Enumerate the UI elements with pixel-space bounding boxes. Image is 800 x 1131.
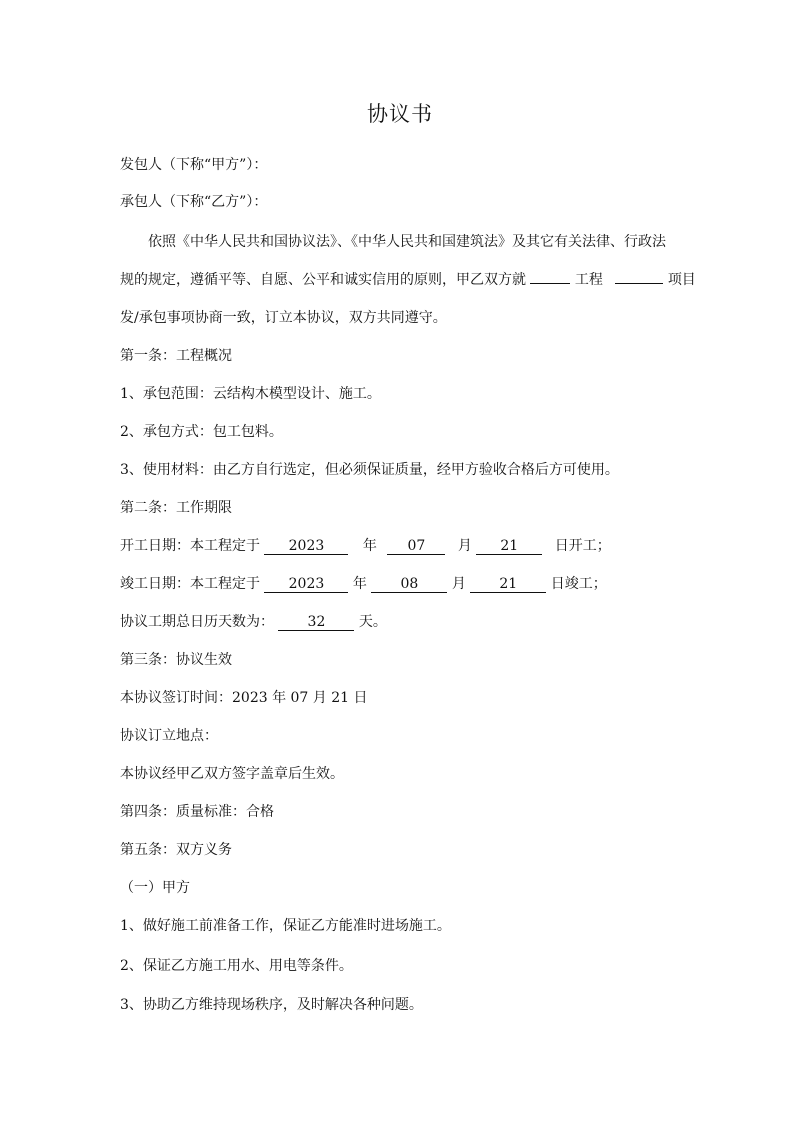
article-1-item-2: 2、承包方式：包工包料。 bbox=[120, 424, 283, 440]
intro-line-1: 依照《中华人民共和国协议法》、《中华人民共和国建筑法》及其它有关法律、行政法 bbox=[148, 234, 666, 250]
article-4-heading: 第四条：质量标准：合格 bbox=[120, 804, 274, 820]
article-1-heading: 第一条：工程概况 bbox=[120, 348, 232, 364]
intro-line-2-text: 规的规定，遵循平等、自愿、公平和诚实信用的原则，甲乙双方就 bbox=[120, 272, 526, 288]
party-a-duty-3: 3、协助乙方维持现场秩序，及时解决各种问题。 bbox=[120, 997, 423, 1013]
end-date-label: 竣工日期：本工程定于 bbox=[120, 576, 260, 592]
start-year-value: 2023 bbox=[264, 538, 348, 555]
start-year-unit: 年 bbox=[362, 538, 377, 554]
project-name-blank bbox=[530, 283, 570, 284]
start-month-unit: 月 bbox=[457, 538, 472, 554]
party-a-duty-1: 1、做好施工前准备工作，保证乙方能准时进场施工。 bbox=[120, 918, 451, 934]
intro-item-word: 项目 bbox=[667, 272, 696, 288]
start-date-label: 开工日期：本工程定于 bbox=[120, 538, 260, 554]
total-days-value: 32 bbox=[278, 614, 354, 631]
article-3-heading: 第三条：协议生效 bbox=[120, 652, 232, 668]
intro-project-word: 工程 bbox=[574, 272, 603, 288]
party-a-subheading: （一）甲方 bbox=[120, 880, 190, 896]
party-a-duty-2: 2、保证乙方施工用水、用电等条件。 bbox=[120, 958, 353, 974]
start-day-value: 21 bbox=[476, 538, 542, 555]
article-2-heading: 第二条：工作期限 bbox=[120, 500, 232, 516]
sign-place-line: 协议订立地点： bbox=[120, 728, 218, 744]
intro-line-2 bbox=[120, 270, 696, 290]
total-days-unit: 天。 bbox=[358, 614, 387, 630]
end-year-value: 2023 bbox=[264, 576, 348, 593]
end-month-value: 08 bbox=[371, 576, 447, 593]
article-1-item-1: 1、承包范围：云结构木模型设计、施工。 bbox=[120, 386, 381, 402]
start-date-line bbox=[120, 536, 611, 556]
effect-line: 本协议经甲乙双方签字盖章后生效。 bbox=[120, 766, 344, 782]
total-days-label: 协议工期总日历天数为： bbox=[120, 614, 274, 630]
end-date-suffix: 日竣工； bbox=[550, 576, 607, 592]
start-date-suffix: 日开工； bbox=[554, 538, 611, 554]
party-a-line: 发包人（下称“甲方”）： bbox=[120, 157, 268, 173]
start-month-value: 07 bbox=[387, 538, 445, 555]
end-day-value: 21 bbox=[470, 576, 546, 593]
end-year-unit: 年 bbox=[352, 576, 367, 592]
document-title: 协议书 bbox=[367, 102, 433, 126]
article-1-item-3: 3、使用材料：由乙方自行选定，但必须保证质量，经甲方验收合格后方可使用。 bbox=[120, 462, 619, 478]
total-days-line bbox=[120, 612, 387, 632]
end-month-unit: 月 bbox=[451, 576, 466, 592]
project-item-blank bbox=[615, 283, 663, 284]
end-date-line bbox=[120, 574, 607, 594]
intro-line-3: 发/承包事项协商一致，订立本协议，双方共同遵守。 bbox=[120, 310, 447, 326]
sign-time-line: 本协议签订时间：2023 年 07 月 21 日 bbox=[120, 690, 368, 706]
article-5-heading: 第五条：双方义务 bbox=[120, 842, 232, 858]
party-b-line: 承包人（下称“乙方”）： bbox=[120, 194, 268, 210]
